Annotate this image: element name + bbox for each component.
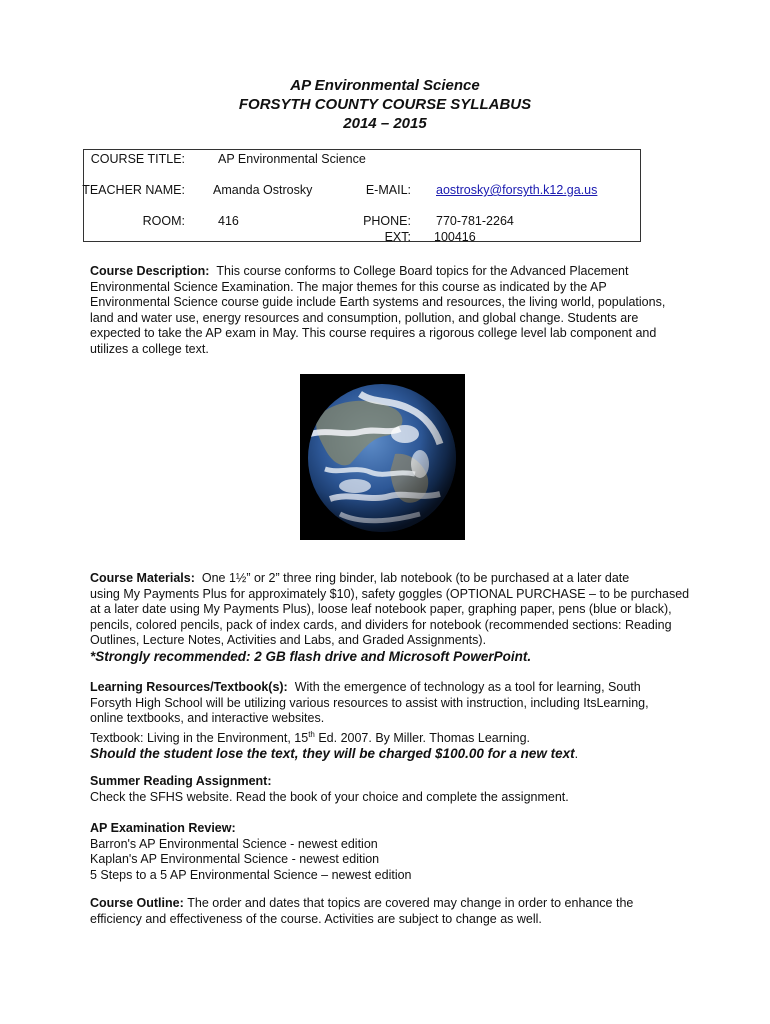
ap-exam-review bbox=[90, 821, 690, 883]
materials-line: at a later date using My Payments Plus), loose leaf notebook paper, graphing paper, pens (blue or black), bbox=[90, 602, 672, 616]
review-item: Kaplan's AP Environmental Science - newest edition bbox=[90, 852, 380, 866]
phone-label: PHONE: bbox=[363, 214, 411, 228]
learning-resources-label: Learning Resources/Textbook(s): bbox=[90, 680, 288, 694]
teacher-name-label: TEACHER NAME: bbox=[82, 183, 185, 197]
room-label: ROOM: bbox=[142, 214, 185, 228]
materials-line: using My Payments Plus for approximately $10), safety goggles (OPTIONAL PURCHASE – to be purchased bbox=[90, 586, 690, 601]
course-outline-label: Course Outline: bbox=[90, 896, 184, 910]
course-materials-label: Course Materials: bbox=[90, 571, 195, 585]
learning-resources bbox=[90, 680, 690, 763]
textbook-superscript: th bbox=[308, 729, 315, 739]
description-line: land and water use, energy resources and consumption, pollution, and global change. Students are bbox=[90, 310, 639, 325]
review-item: Barron's AP Environmental Science - newest edition bbox=[90, 836, 378, 851]
syllabus-title: AP Environmental Science bbox=[290, 77, 480, 94]
materials-line: pencils, colored pencils, pack of index cards, and dividers for notebook (recommended sections: Reading bbox=[90, 617, 672, 632]
earth-image bbox=[300, 374, 465, 540]
outline-line: The order and dates that topics are covered may change in order to enhance the bbox=[187, 896, 634, 910]
materials-line: Outlines, Lecture Notes, Activities and Labs, and Graded Assignments). bbox=[90, 633, 487, 647]
description-line: Environmental Science course guide include Earth systems and resources, the living world, populations, bbox=[90, 295, 666, 309]
email-label: E-MAIL: bbox=[365, 183, 411, 197]
description-line: This course conforms to College Board topics for the Advanced Placement bbox=[216, 264, 629, 278]
resources-line: online textbooks, and interactive websites. bbox=[90, 711, 325, 725]
course-title-label: COURSE TITLE: bbox=[90, 152, 185, 166]
materials-line: One 1½” or 2” three ring binder, lab notebook (to be purchased at a later date bbox=[201, 571, 630, 585]
summer-reading-label: Summer Reading Assignment: bbox=[90, 774, 272, 788]
room-value: 416 bbox=[218, 214, 239, 228]
resources-line: Forsyth High School will be utilizing various resources to assist with instruction, including ItsLearning, bbox=[90, 695, 649, 710]
syllabus-subtitle: FORSYTH COUNTY COURSE SYLLABUS bbox=[238, 96, 532, 113]
course-info-box bbox=[83, 149, 641, 242]
summer-reading bbox=[90, 774, 690, 805]
description-line: expected to take the AP exam in May. This course requires a rigorous college level lab component and bbox=[90, 326, 657, 340]
phone-value: 770-781-2264 bbox=[436, 214, 514, 228]
course-title-value: AP Environmental Science bbox=[218, 152, 366, 166]
syllabus-year: 2014 – 2015 bbox=[343, 115, 427, 132]
lost-text-warning: Should the student lose the text, they will be charged $100.00 for a new text bbox=[90, 746, 575, 762]
ext-label: EXT: bbox=[384, 230, 411, 244]
lost-text-period: . bbox=[574, 747, 579, 762]
course-outline bbox=[90, 896, 690, 927]
course-description-label: Course Description: bbox=[90, 264, 210, 278]
ext-value: 100416 bbox=[434, 230, 476, 244]
textbook-text: Textbook: Living in the Environment, 15 bbox=[90, 730, 309, 745]
resources-line: With the emergence of technology as a tool for learning, South bbox=[294, 680, 641, 694]
course-materials bbox=[90, 571, 690, 664]
review-item: 5 Steps to a 5 AP Environmental Science – newest edition bbox=[90, 867, 412, 882]
materials-recommendation: *Strongly recommended: 2 GB flash drive and Microsoft PowerPoint. bbox=[90, 648, 532, 664]
earth-globe-graphic bbox=[300, 374, 465, 540]
summer-reading-text: Check the SFHS website. Read the book of your choice and complete the assignment. bbox=[90, 789, 569, 804]
textbook-line bbox=[90, 727, 690, 747]
ap-exam-review-label: AP Examination Review: bbox=[90, 821, 236, 835]
description-line: utilizes a college text. bbox=[90, 341, 209, 356]
teacher-name-value: Amanda Ostrosky bbox=[213, 183, 313, 197]
description-line: Environmental Science Examination. The major themes for this course as indicated by the AP bbox=[90, 279, 607, 294]
course-description bbox=[90, 264, 690, 357]
email-link[interactable]: aostrosky@forsyth.k12.ga.us bbox=[436, 183, 598, 197]
textbook-details: Ed. 2007. By Miller. Thomas Learning. bbox=[314, 730, 531, 745]
outline-line: efficiency and effectiveness of the course. Activities are subject to change as well. bbox=[90, 911, 542, 926]
